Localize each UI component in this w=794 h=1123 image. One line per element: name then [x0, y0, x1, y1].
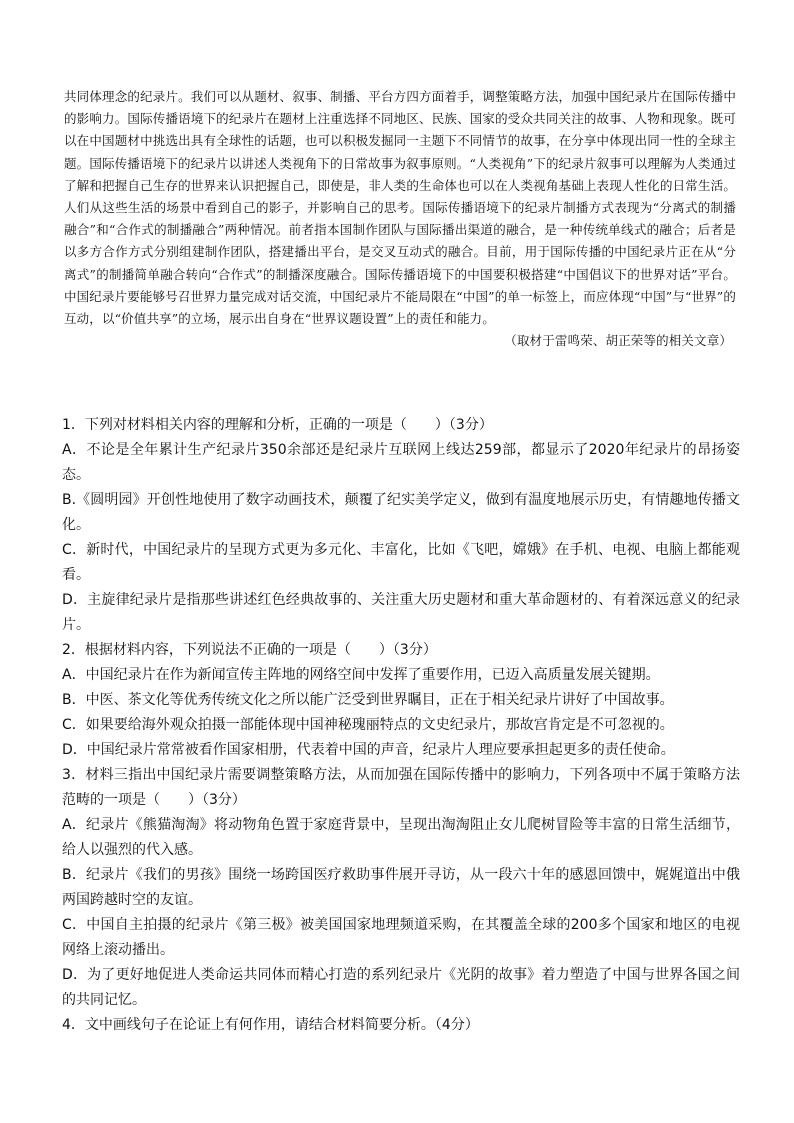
- option-c: C．中国自主拍摄的纪录片《第三极》被美国国家地理频道采购，在其覆盖全球的200多个国家和地区的电视网络上滚动播出。: [62, 917, 740, 958]
- option-d: D．主旋律纪录片是指那些讲述红色经典故事的、关注重大历史题材和重大革命题材的、有着深远意义的纪录片。: [62, 592, 740, 633]
- question-3: [62, 763, 740, 1013]
- option-d: D．中国纪录片常常被看作国家相册，代表着中国的声音，纪录片人理应要承担起更多的责任使命。: [62, 742, 675, 758]
- option-c: C．如果要给海外观众拍摄一部能体现中国神秘瑰丽特点的文史纪录片，那故宫肯定是不可忽视的。: [62, 717, 674, 733]
- option-c: C．新时代，中国纪录片的呈现方式更为多元化、丰富化，比如《飞吧，嫦娥》在手机、电视、电脑上都能观看。: [62, 542, 740, 583]
- option-b: B．中医、茶文化等优秀传统文化之所以能广泛受到世界瞩目，正在于相关纪录片讲好了中国故事。: [62, 692, 674, 708]
- option-a: A．纪录片《熊猫淘淘》将动物角色置于家庭背景中，呈现出淘淘阻止女儿爬树冒险等丰富的日常生活细节，给人以强烈的代入感。: [62, 817, 740, 858]
- option-a: A．中国纪录片在作为新闻宣传主阵地的网络空间中发挥了重要作用，已迈入高质量发展关键期。: [62, 667, 660, 683]
- question-4: [62, 1013, 740, 1038]
- question-stem: 1．下列对材料相关内容的理解和分析，正确的一项是（ ）（3分）: [62, 417, 493, 433]
- passage-text: 共同体理念的纪录片。我们可以从题材、叙事、制播、平台方四方面着手，调整策略方法，加强中国纪录片在国际传播中的影响力。国际传播语境下的纪录片在题材上注重选择不同地区、民族、国家的受众共同关注的故事、人物和现象。既可以在中国题材中挑选出具有全球性的话题，也可以积极发掘同一主题下不同情节的故事，在分享中体现出同一性的全球主题。国际传播语境下的纪录片以讲述人类视角下的日常故事为叙事原则。“人类视角”下的纪录片叙事可以理解为人类通过了解和把握自己生存的世界来认识把握自己，即使是，非人类的生命体也可以在人类视角基础上表现人性化的日常生活。人们从这些生活的场景中看到自己的影子，并影响自己的思考。国际传播语境下的纪录片制播方式表现为“分离式的制播融合”和“合作式的制播融合”两种情况。前者指本国制作团队与国际播出渠道的融合，是一种传统单线式的融合；后者是以多方合作方式分别组建制作团队，搭建播出平台，是交叉互动式的融合。目前，用于国际传播的中国纪录片正在从“分离式”的制播简单融合转向“合作式”的制播深度融合。国际传播语境下的中国要积极搭建“中国倡议下的世界对话”平台。中国纪录片要能够号召世界力量完成对话交流，中国纪录片不能局限在“中国”的单一标签上，而应体现“中国”与“世界”的互动，以“价值共享”的立场，展示出自身在“世界议题设置”上的责任和能力。: [64, 89, 736, 327]
- option-a: A．不论是全年累计生产纪录片350余部还是纪录片互联网上线达259部，都显示了2020年纪录片的昂扬姿态。: [62, 442, 740, 483]
- reading-passage: [64, 86, 736, 352]
- option-d: D．为了更好地促进人类命运共同体而精心打造的系列纪录片《光阴的故事》着力塑造了中国与世界各国之间的共同记忆。: [62, 967, 740, 1008]
- option-b: B．纪录片《我们的男孩》围绕一场跨国医疗救助事件展开寻访，从一段六十年的感恩回馈中，娓娓道出中俄两国跨越时空的友谊。: [62, 867, 740, 908]
- question-stem: 3．材料三指出中国纪录片需要调整策略方法，从而加强在国际传播中的影响力，下列各项中不属于策略方法范畴的一项是（ ）（3分）: [62, 767, 740, 808]
- question-1: [62, 413, 740, 638]
- question-stem: 4．文中画线句子在论证上有何作用，请结合材料简要分析。（4分）: [62, 1017, 479, 1033]
- option-b: B.《圆明园》开创性地使用了数字动画技术，颠覆了纪实美学定义，做到有温度地展示历史，有情趣地传播文化。: [62, 492, 740, 533]
- passage-source: （取材于雷鸣荣、胡正荣等的相关文章）: [504, 333, 732, 349]
- question-2: [62, 638, 740, 763]
- question-stem: 2．根据材料内容，下列说法不正确的一项是（ ）（3分）: [62, 642, 437, 658]
- question-list: [62, 413, 740, 1038]
